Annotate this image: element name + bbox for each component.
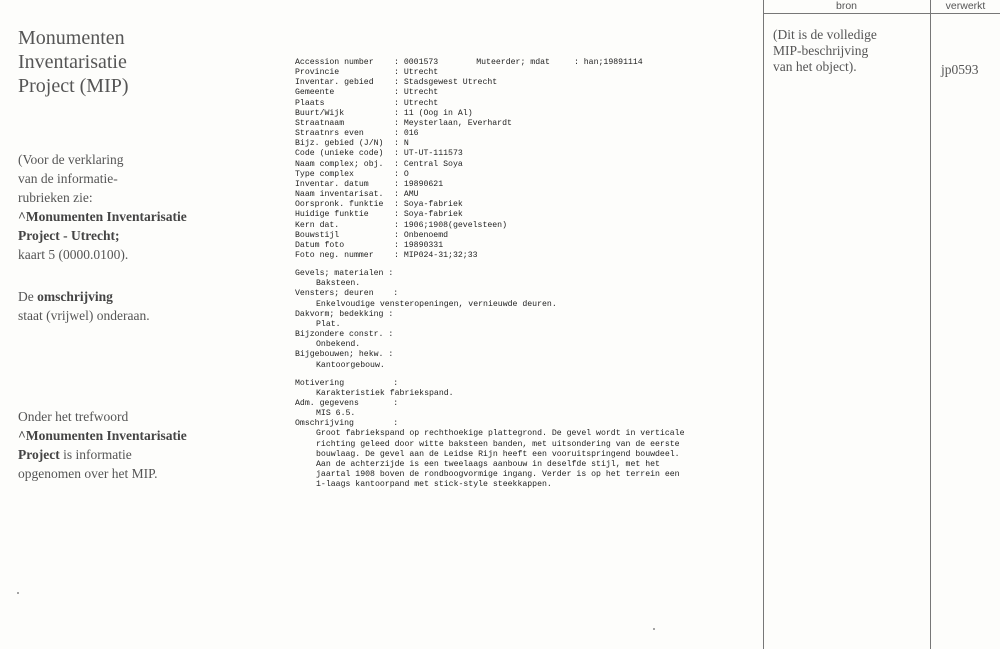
record-row (295, 109, 755, 119)
bron-line: MIP-beschrijving (773, 43, 869, 58)
record-row (295, 221, 755, 231)
omschrijving-line: 1-laags kantoorpand met stick-style steekkappen. (316, 480, 552, 490)
field-value: : 016 (394, 129, 419, 139)
field-value: : AMU (394, 190, 419, 200)
note-text: is informatie (59, 447, 132, 462)
field-value: : 1906;1908(gevelsteen) (394, 220, 508, 230)
record-row (295, 180, 755, 190)
section-label: Bijzondere constr. : (295, 330, 394, 340)
record-row (295, 149, 755, 159)
record-fields (295, 68, 755, 261)
note-bold-reference: Project - Utrecht; (18, 228, 120, 243)
omschrijving-line: richting geleed door witte baksteen banden, met uitsondering van de eerste (316, 439, 680, 449)
title-line: Inventarisatie (18, 51, 127, 73)
field-value: : UT-UT-111573 (394, 149, 463, 159)
record-row (295, 170, 755, 180)
field-label: Code (unieke code) (295, 149, 384, 159)
field-value: : 11 (Oog in Al) (394, 108, 473, 118)
field-value: : N (394, 139, 409, 149)
record-row (295, 99, 755, 109)
record-row (295, 210, 755, 220)
header-rule (763, 13, 1000, 14)
record-row (295, 88, 755, 98)
column-divider (763, 0, 764, 649)
field-label: Gemeente (295, 88, 335, 98)
field-value: : Utrecht (394, 98, 439, 108)
section-value: Karakteristiek fabriekspand. (316, 388, 454, 398)
record-row (295, 139, 755, 149)
section-value: Plat. (316, 319, 341, 329)
field-value: : Stadsgewest Utrecht (394, 78, 498, 88)
section-value: Baksteen. (316, 279, 361, 289)
keyword-note (18, 407, 187, 483)
record-row-accession (295, 58, 755, 68)
record-row (295, 231, 755, 241)
field-label: Kern dat. (295, 220, 340, 230)
section-label: Vensters; deuren : (295, 289, 399, 299)
field-label: Straatnaam (295, 118, 345, 128)
field-label: Provincie (295, 68, 340, 78)
field-value: : Soya-fabriek (394, 210, 463, 220)
note-bold-keyword: omschrijving (37, 289, 113, 304)
title-line: Monumenten (18, 27, 125, 49)
field-value: : MIP024-31;32;33 (394, 250, 478, 260)
section-value: Onbekend. (316, 340, 361, 350)
field-label: Foto neg. nummer (295, 250, 374, 260)
record-sections-admin (295, 379, 755, 420)
section-label: Motivering : (295, 378, 399, 388)
record-row (295, 190, 755, 200)
note-bold-reference: ^Monumenten Inventarisatie (18, 428, 187, 443)
omschrijving-line: Groot fabriekspand op rechthoekige plattegrond. De gevel wordt in verticale (316, 429, 685, 439)
field-label: Inventar. gebied (295, 78, 374, 88)
omschrijving-line: bouwlaag. De gevel aan de Leidse Rijn heeft een vooruitspringend bouwdeel. (316, 449, 680, 459)
field-label: Muteerder; mdat (476, 58, 550, 67)
record-row (295, 160, 755, 170)
omschrijving-line: Aan de achterzijde is een tweelaags aanbouw in deselfde stijl, met het (316, 459, 660, 469)
field-value: : 19890621 (394, 179, 444, 189)
verwerkt-code: jp0593 (941, 62, 979, 77)
field-label: Straatnrs even (295, 129, 364, 139)
field-value: : Utrecht (394, 68, 439, 78)
note-line: opgenomen over het MIP. (18, 466, 158, 481)
mip-record (295, 58, 755, 490)
omschrijving-label: Omschrijving : (295, 419, 399, 429)
record-row (295, 200, 755, 210)
field-value: : 0001573 (394, 58, 439, 67)
field-label: Oorspronk. funktie (295, 200, 384, 210)
note-line: rubrieken zie: (18, 190, 93, 205)
field-label: Naam inventarisat. (295, 190, 384, 200)
note-bold-reference: ^Monumenten Inventarisatie (18, 209, 187, 224)
section-value: Enkelvoudige vensteropeningen, vernieuwde deuren. (316, 299, 557, 309)
field-label: Bijz. gebied (J/N) (295, 139, 384, 149)
verwerkt-column-header: verwerkt (945, 0, 986, 12)
field-label: Datum foto (295, 240, 345, 250)
field-label: Huidige funktie (295, 210, 369, 220)
description-location-note (18, 287, 150, 325)
omschrijving-line: jaartal 1908 boven de rondboogvormige ingang. Verder is op het terrein een (316, 470, 680, 480)
note-line: kaart 5 (0000.0100). (18, 247, 129, 262)
field-value: : 19890331 (394, 240, 444, 250)
record-row (295, 129, 755, 139)
field-value: : Central Soya (394, 159, 463, 169)
title-line: Project (MIP) (18, 75, 129, 97)
document-title (18, 26, 129, 98)
bron-note (773, 27, 923, 75)
column-divider (930, 0, 931, 649)
record-row (295, 241, 755, 251)
record-row (295, 68, 755, 78)
field-label: Plaats (295, 98, 325, 108)
field-label: Accession number (295, 58, 374, 67)
field-label: Naam complex; obj. (295, 159, 384, 169)
spacer (295, 371, 755, 379)
field-value: : Utrecht (394, 88, 439, 98)
field-label: Inventar. datum (295, 179, 369, 189)
field-value: : Meysterlaan, Everhardt (394, 118, 512, 128)
record-row (295, 251, 755, 261)
field-label: Buurt/Wijk (295, 108, 345, 118)
section-label: Bijgebouwen; hekw. : (295, 350, 394, 360)
bron-column-header: bron (835, 0, 857, 12)
section-value: Kantoorgebouw. (316, 360, 385, 370)
note-line: Onder het trefwoord (18, 409, 129, 424)
field-value: : Onbenoemd (394, 230, 449, 240)
field-label: Type complex (295, 169, 354, 179)
record-row (295, 119, 755, 129)
omschrijving-text (295, 429, 755, 490)
note-line: van de informatie- (18, 171, 118, 186)
note-bold-reference: Project (18, 447, 60, 462)
record-sections (295, 269, 755, 371)
spacer (295, 261, 755, 269)
note-line: (Voor de verklaring (18, 152, 124, 167)
field-value: : Soya-fabriek (394, 200, 463, 210)
section-label: Adm. gegevens : (295, 399, 399, 408)
section-value: MIS 6.5. (316, 409, 356, 419)
legend-reference-note (18, 150, 187, 264)
section-label: Dakvorm; bedekking : (295, 309, 394, 319)
scan-speck (17, 592, 19, 594)
scan-speck (653, 628, 655, 630)
bron-line: van het object). (773, 59, 857, 74)
record-row (295, 78, 755, 88)
note-line: staat (vrijwel) onderaan. (18, 308, 150, 323)
bron-line: (Dit is de volledige (773, 27, 877, 42)
field-value: : han;19891114 (573, 58, 643, 67)
section-label: Gevels; materialen : (295, 269, 394, 279)
field-label: Bouwstijl (295, 230, 340, 240)
field-value: : O (394, 169, 409, 179)
note-text: De (18, 289, 38, 304)
